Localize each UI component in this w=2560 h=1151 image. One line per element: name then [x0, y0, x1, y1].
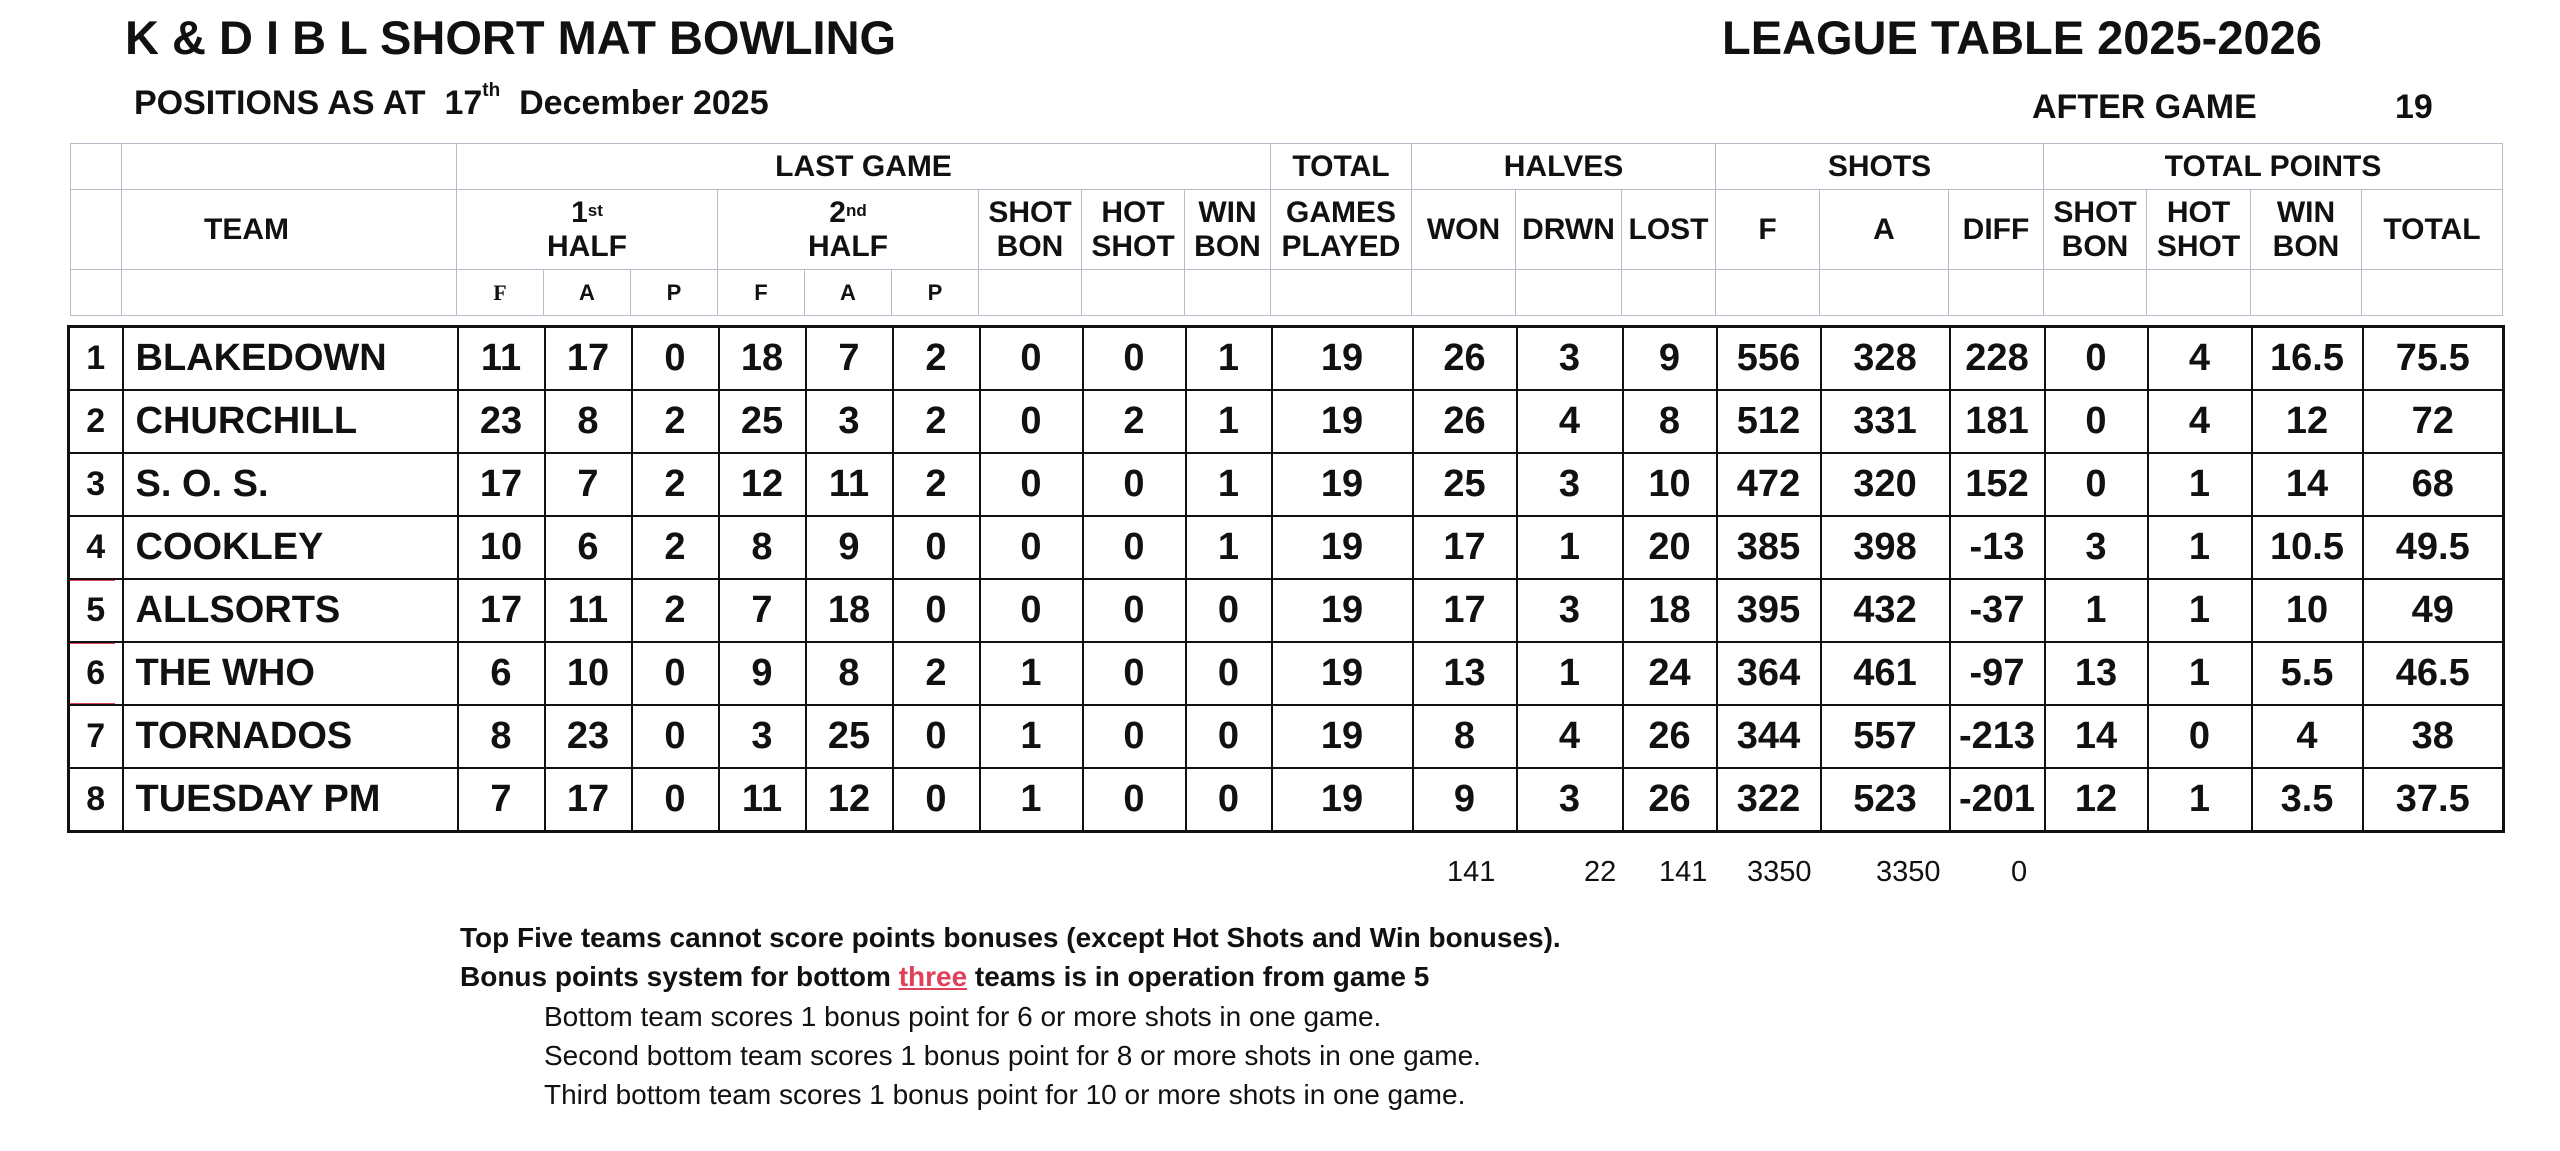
- hot-shot-header: HOT SHOT: [1082, 190, 1185, 270]
- table-row: [69, 642, 2504, 705]
- tp-shot-bon-header: SHOT BON: [2044, 190, 2147, 270]
- cell-hshot: 0: [1083, 579, 1186, 642]
- cell-diff: 181: [1950, 390, 2045, 453]
- cell-hshot: 2: [1083, 390, 1186, 453]
- cell-lost: 20: [1623, 516, 1717, 579]
- cell-h2f: 11: [719, 768, 806, 832]
- cell-diff: -201: [1950, 768, 2045, 832]
- cell-sa: 331: [1821, 390, 1950, 453]
- cell-h2a: 18: [806, 579, 893, 642]
- cell-pos: 8: [69, 768, 123, 832]
- cell-wbon: 0: [1186, 768, 1272, 832]
- last-game-header: LAST GAME: [457, 144, 1271, 190]
- total-lost: 141: [1659, 856, 1708, 888]
- note-bonus-system: Bonus points system for bottom three teams is in operation from game 5: [460, 961, 1430, 992]
- cell-tp-hshot: 4: [2148, 390, 2252, 453]
- halves-header: HALVES: [1412, 144, 1716, 190]
- cell-sa: 328: [1821, 327, 1950, 391]
- highlight-three: three: [898, 961, 968, 992]
- total-f: 3350: [1747, 856, 1812, 888]
- cell-h2a: 25: [806, 705, 893, 768]
- cell-played: 19: [1272, 327, 1413, 391]
- cell-wbon: 0: [1186, 705, 1272, 768]
- table-row: [69, 516, 2504, 579]
- cell-h2a: 9: [806, 516, 893, 579]
- table-row: [69, 390, 2504, 453]
- table-row: [69, 327, 2504, 391]
- cell-h1p: 2: [632, 453, 719, 516]
- cell-played: 19: [1272, 453, 1413, 516]
- cell-sa: 523: [1821, 768, 1950, 832]
- cell-tp-hshot: 1: [2148, 579, 2252, 642]
- cell-hshot: 0: [1083, 327, 1186, 391]
- cell-wbon: 1: [1186, 516, 1272, 579]
- shots-f-header: F: [1716, 190, 1820, 270]
- cell-diff: 228: [1950, 327, 2045, 391]
- cell-won: 17: [1413, 516, 1517, 579]
- cell-tp-hshot: 1: [2148, 453, 2252, 516]
- first-half-header: [457, 190, 718, 270]
- cell-h1f: 17: [458, 453, 545, 516]
- second-num: 2: [829, 195, 846, 229]
- cell-tp-hshot: 1: [2148, 642, 2252, 705]
- cell-h2a: 11: [806, 453, 893, 516]
- cell-tp-sbon: 3: [2045, 516, 2148, 579]
- cell-tp-wbon: 14: [2252, 453, 2363, 516]
- cell-drwn: 1: [1517, 516, 1623, 579]
- cell-wbon: 1: [1186, 390, 1272, 453]
- sub-a-2: A: [805, 270, 892, 316]
- cell-h2a: 8: [806, 642, 893, 705]
- cell-h1a: 6: [545, 516, 632, 579]
- first-half-label: HALF: [547, 229, 627, 263]
- cell-tp-sbon: 0: [2045, 453, 2148, 516]
- cell-h1a: 17: [545, 768, 632, 832]
- cell-drwn: 3: [1517, 768, 1623, 832]
- cell-h1a: 23: [545, 705, 632, 768]
- cell-hshot: 0: [1083, 516, 1186, 579]
- cell-h1f: 7: [458, 768, 545, 832]
- cell-h1p: 0: [632, 327, 719, 391]
- cell-played: 19: [1272, 516, 1413, 579]
- league-label: LEAGUE TABLE 2025-2026: [1722, 11, 2322, 64]
- cell-played: 19: [1272, 768, 1413, 832]
- cell-tp-wbon: 4: [2252, 705, 2363, 768]
- cell-tp-wbon: 16.5: [2252, 327, 2363, 391]
- cell-h2p: 0: [893, 705, 980, 768]
- cell-sa: 432: [1821, 579, 1950, 642]
- shots-header: SHOTS: [1716, 144, 2044, 190]
- cell-total: 72: [2363, 390, 2504, 453]
- first-sup: st: [587, 200, 603, 220]
- cell-sf: 472: [1717, 453, 1821, 516]
- cell-tp-hshot: 1: [2148, 516, 2252, 579]
- league-table: [67, 325, 2505, 833]
- cell-tp-wbon: 12: [2252, 390, 2363, 453]
- cell-lost: 10: [1623, 453, 1717, 516]
- tp-win-bon-header: WIN BON: [2251, 190, 2362, 270]
- cell-drwn: 1: [1517, 642, 1623, 705]
- cell-team: BLAKEDOWN: [123, 327, 458, 391]
- drwn-header: DRWN: [1516, 190, 1622, 270]
- cell-pos: 2: [69, 390, 123, 453]
- cell-h1a: 17: [545, 327, 632, 391]
- cell-tp-hshot: 0: [2148, 705, 2252, 768]
- note-third-bottom: Third bottom team scores 1 bonus point for 10 or more shots in one game.: [544, 1079, 1466, 1110]
- cell-diff: -13: [1950, 516, 2045, 579]
- cell-lost: 26: [1623, 768, 1717, 832]
- cell-pos: 6: [69, 642, 123, 705]
- cell-tp-sbon: 0: [2045, 390, 2148, 453]
- cell-played: 19: [1272, 705, 1413, 768]
- cell-lost: 9: [1623, 327, 1717, 391]
- cell-hshot: 0: [1083, 642, 1186, 705]
- date-suffix: th: [482, 80, 501, 101]
- total-won: 141: [1447, 856, 1496, 888]
- cell-wbon: 1: [1186, 453, 1272, 516]
- cell-tp-wbon: 10: [2252, 579, 2363, 642]
- table-row: [69, 453, 2504, 516]
- sub-p-1: P: [631, 270, 718, 316]
- cell-won: 13: [1413, 642, 1517, 705]
- cell-lost: 18: [1623, 579, 1717, 642]
- cell-wbon: 0: [1186, 579, 1272, 642]
- cell-h2p: 2: [893, 453, 980, 516]
- cell-pos: 1: [69, 327, 123, 391]
- cell-team: COOKLEY: [123, 516, 458, 579]
- team-header: TEAM: [122, 190, 457, 270]
- after-game-value: 19: [2395, 88, 2433, 126]
- note-second-bottom: Second bottom team scores 1 bonus point for 8 or more shots in one game.: [544, 1040, 1481, 1071]
- cell-h2f: 18: [719, 327, 806, 391]
- cell-h1p: 0: [632, 642, 719, 705]
- cell-h1f: 10: [458, 516, 545, 579]
- diff-header: DIFF: [1949, 190, 2044, 270]
- cell-h2a: 3: [806, 390, 893, 453]
- cell-h1f: 23: [458, 390, 545, 453]
- cell-drwn: 4: [1517, 705, 1623, 768]
- second-sup: nd: [845, 200, 867, 220]
- win-bon-header: WIN BON: [1185, 190, 1271, 270]
- after-game-label: AFTER GAME: [2032, 88, 2257, 126]
- cell-team: TORNADOS: [123, 705, 458, 768]
- cell-tp-sbon: 13: [2045, 642, 2148, 705]
- lost-header: LOST: [1622, 190, 1716, 270]
- cell-diff: -37: [1950, 579, 2045, 642]
- page-title: K & D I B L SHORT MAT BOWLING: [125, 11, 897, 64]
- tp-hot-shot-header: HOT SHOT: [2147, 190, 2251, 270]
- second-half-label: HALF: [808, 229, 888, 263]
- cell-pos: 4: [69, 516, 123, 579]
- cell-sa: 557: [1821, 705, 1950, 768]
- cell-total: 75.5: [2363, 327, 2504, 391]
- total-drwn: 22: [1584, 856, 1617, 888]
- cell-lost: 24: [1623, 642, 1717, 705]
- cell-h2f: 8: [719, 516, 806, 579]
- cell-hshot: 0: [1083, 705, 1186, 768]
- cell-hshot: 0: [1083, 768, 1186, 832]
- date-rest: December 2025: [519, 84, 769, 122]
- boundary-marker: [69, 642, 116, 644]
- cell-diff: -213: [1950, 705, 2045, 768]
- cell-wbon: 1: [1186, 327, 1272, 391]
- cell-h2f: 25: [719, 390, 806, 453]
- positions-date: [134, 80, 769, 123]
- cell-drwn: 3: [1517, 579, 1623, 642]
- cell-sbon: 1: [980, 768, 1083, 832]
- cell-h1a: 11: [545, 579, 632, 642]
- cell-won: 17: [1413, 579, 1517, 642]
- note-top-five: Top Five teams cannot score points bonuses (except Hot Shots and Win bonuses).: [460, 922, 1561, 953]
- cell-tp-wbon: 10.5: [2252, 516, 2363, 579]
- cell-h2p: 2: [893, 642, 980, 705]
- cell-h1a: 7: [545, 453, 632, 516]
- cell-drwn: 3: [1517, 327, 1623, 391]
- cell-sbon: 0: [980, 327, 1083, 391]
- sub-p-2: P: [892, 270, 979, 316]
- cell-total: 37.5: [2363, 768, 2504, 832]
- cell-sbon: 1: [980, 705, 1083, 768]
- cell-tp-wbon: 5.5: [2252, 642, 2363, 705]
- cell-sf: 395: [1717, 579, 1821, 642]
- cell-h2p: 2: [893, 327, 980, 391]
- cell-lost: 8: [1623, 390, 1717, 453]
- cell-team: S. O. S.: [123, 453, 458, 516]
- cell-sf: 385: [1717, 516, 1821, 579]
- cell-sa: 398: [1821, 516, 1950, 579]
- cell-h1f: 6: [458, 642, 545, 705]
- cell-played: 19: [1272, 579, 1413, 642]
- cell-tp-sbon: 12: [2045, 768, 2148, 832]
- first-num: 1: [571, 195, 588, 229]
- cell-sbon: 1: [980, 642, 1083, 705]
- table-row: [69, 579, 2504, 642]
- cell-h2f: 7: [719, 579, 806, 642]
- cell-tp-sbon: 0: [2045, 327, 2148, 391]
- sub-f-2: F: [718, 270, 805, 316]
- cell-h2a: 12: [806, 768, 893, 832]
- date-day: 17: [444, 84, 483, 122]
- total-a: 3350: [1876, 856, 1941, 888]
- cell-sbon: 0: [980, 453, 1083, 516]
- boundary-marker: [69, 579, 116, 581]
- games-played-header: GAMES PLAYED: [1271, 190, 1412, 270]
- cell-played: 19: [1272, 642, 1413, 705]
- cell-hshot: 0: [1083, 453, 1186, 516]
- cell-h1p: 0: [632, 768, 719, 832]
- shots-a-header: A: [1820, 190, 1949, 270]
- cell-pos: 3: [69, 453, 123, 516]
- cell-h2p: 2: [893, 390, 980, 453]
- cell-tp-hshot: 4: [2148, 327, 2252, 391]
- cell-won: 9: [1413, 768, 1517, 832]
- cell-sf: 322: [1717, 768, 1821, 832]
- total-header: TOTAL: [2362, 190, 2503, 270]
- second-half-header: [718, 190, 979, 270]
- cell-h1p: 0: [632, 705, 719, 768]
- cell-tp-hshot: 1: [2148, 768, 2252, 832]
- table-row: [69, 705, 2504, 768]
- cell-tp-sbon: 14: [2045, 705, 2148, 768]
- cell-wbon: 0: [1186, 642, 1272, 705]
- cell-h1f: 17: [458, 579, 545, 642]
- cell-tp-wbon: 3.5: [2252, 768, 2363, 832]
- cell-h2a: 7: [806, 327, 893, 391]
- cell-total: 49: [2363, 579, 2504, 642]
- cell-h1a: 10: [545, 642, 632, 705]
- cell-sbon: 0: [980, 516, 1083, 579]
- sub-a-1: A: [544, 270, 631, 316]
- cell-diff: -97: [1950, 642, 2045, 705]
- cell-sf: 344: [1717, 705, 1821, 768]
- cell-h2f: 3: [719, 705, 806, 768]
- cell-h1p: 2: [632, 390, 719, 453]
- cell-total: 68: [2363, 453, 2504, 516]
- sub-f-1: F: [457, 270, 544, 316]
- total-diff: 0: [2011, 856, 2028, 888]
- cell-team: ALLSORTS: [123, 579, 458, 642]
- cell-sf: 364: [1717, 642, 1821, 705]
- cell-h1f: 11: [458, 327, 545, 391]
- cell-h1f: 8: [458, 705, 545, 768]
- cell-total: 49.5: [2363, 516, 2504, 579]
- cell-lost: 26: [1623, 705, 1717, 768]
- cell-h2p: 0: [893, 768, 980, 832]
- cell-played: 19: [1272, 390, 1413, 453]
- positions-prefix: POSITIONS AS AT: [134, 84, 426, 122]
- note-bottom-team: Bottom team scores 1 bonus point for 6 or more shots in one game.: [544, 1001, 1382, 1032]
- cell-won: 26: [1413, 327, 1517, 391]
- cell-drwn: 4: [1517, 390, 1623, 453]
- won-header: WON: [1412, 190, 1516, 270]
- cell-sbon: 0: [980, 579, 1083, 642]
- cell-h2p: 0: [893, 579, 980, 642]
- cell-total: 38: [2363, 705, 2504, 768]
- cell-h1p: 2: [632, 516, 719, 579]
- cell-sf: 556: [1717, 327, 1821, 391]
- shot-bon-header: SHOT BON: [979, 190, 1082, 270]
- cell-total: 46.5: [2363, 642, 2504, 705]
- cell-team: THE WHO: [123, 642, 458, 705]
- cell-h1a: 8: [545, 390, 632, 453]
- cell-won: 26: [1413, 390, 1517, 453]
- cell-won: 8: [1413, 705, 1517, 768]
- cell-pos: 5: [69, 579, 123, 642]
- cell-pos: 7: [69, 705, 123, 768]
- cell-won: 25: [1413, 453, 1517, 516]
- cell-sbon: 0: [980, 390, 1083, 453]
- total-games-header-top: TOTAL: [1271, 144, 1412, 190]
- cell-h2f: 9: [719, 642, 806, 705]
- cell-drwn: 3: [1517, 453, 1623, 516]
- cell-tp-sbon: 1: [2045, 579, 2148, 642]
- cell-sa: 320: [1821, 453, 1950, 516]
- cell-team: TUESDAY PM: [123, 768, 458, 832]
- cell-sa: 461: [1821, 642, 1950, 705]
- table-row: [69, 768, 2504, 832]
- cell-h2p: 0: [893, 516, 980, 579]
- cell-h2f: 12: [719, 453, 806, 516]
- cell-sf: 512: [1717, 390, 1821, 453]
- total-points-header: TOTAL POINTS: [2044, 144, 2503, 190]
- cell-diff: 152: [1950, 453, 2045, 516]
- header-grid: [70, 143, 2503, 316]
- cell-team: CHURCHILL: [123, 390, 458, 453]
- cell-h1p: 2: [632, 579, 719, 642]
